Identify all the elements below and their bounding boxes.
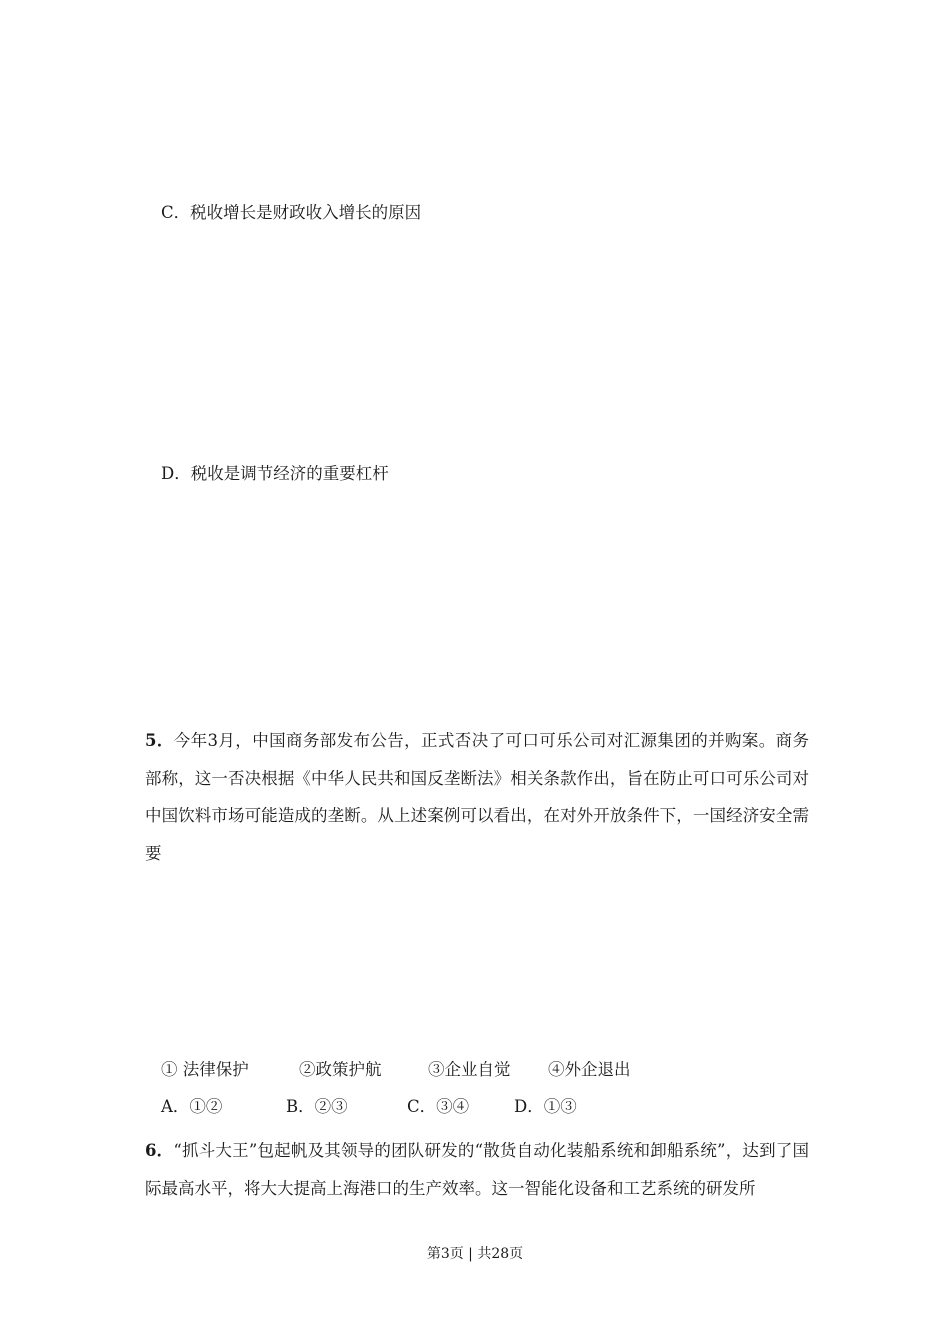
q4-option-c[interactable]: C．税收增长是财政收入增长的原因: [161, 203, 422, 222]
q5-option-d[interactable]: D．①③: [514, 1097, 577, 1116]
q5-item-4: ④外企退出: [548, 1060, 631, 1079]
question-6-stem: “抓斗大王”包起帆及其领导的团队研发的“散货自动化装船系统和卸船系统”，达到了国际最高水平，将大大提高上海港口的生产效率。这一智能化设备和工艺系统的研发所: [145, 1141, 809, 1198]
question-5-stem: 今年3月，中国商务部发布公告，正式否决了可口可乐公司对汇源集团的并购案。商务部称，这一否决根据《中华人民共和国反垄断法》相关条款作出，旨在防止可口可乐公司对中国饮料市场可能造成的垄断。从上述案例可以看出，在对外开放条件下，一国经济安全需要: [145, 731, 810, 864]
question-5-items: [161, 1060, 631, 1080]
q4-option-d[interactable]: D．税收是调节经济的重要杠杆: [161, 464, 389, 483]
q5-option-a[interactable]: A．①②: [161, 1097, 223, 1116]
q5-item-3: ③企业自觉: [428, 1060, 511, 1079]
q5-item-1: ① 法律保护: [161, 1060, 249, 1079]
question-6-number: 6．: [145, 1141, 174, 1160]
q5-option-b[interactable]: B．②③: [286, 1097, 348, 1116]
q5-item-2: ②政策护航: [299, 1060, 382, 1079]
question-6: [145, 1132, 809, 1207]
page-footer: 第3页 | 共28页: [426, 1246, 524, 1262]
question-5-number: 5．: [145, 731, 174, 750]
question-5-options: [161, 1097, 577, 1117]
q5-option-c[interactable]: C．③④: [407, 1097, 470, 1116]
question-5: [145, 722, 809, 873]
